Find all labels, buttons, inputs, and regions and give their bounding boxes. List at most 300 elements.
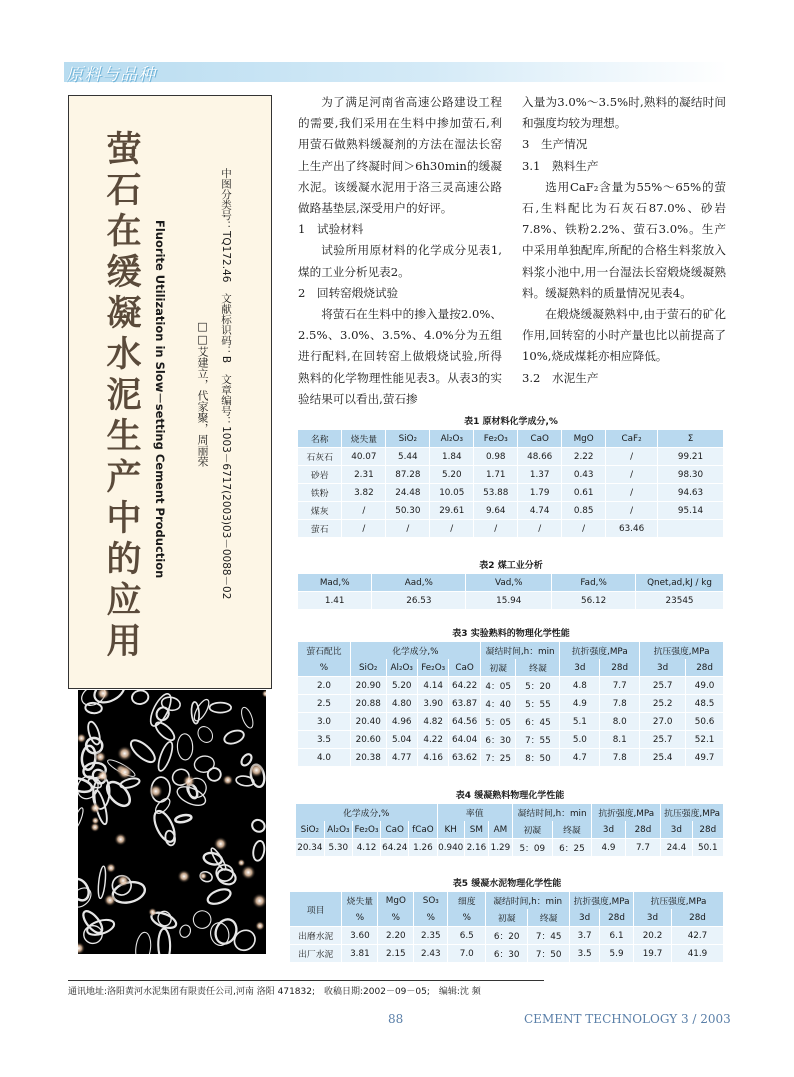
table-cell: 40.07 bbox=[342, 448, 386, 466]
table-cell: 5.9 bbox=[600, 945, 634, 963]
table-cell: 4.9 bbox=[560, 695, 600, 713]
table-cell: 3.60 bbox=[342, 927, 378, 945]
page-number: 88 bbox=[388, 1012, 404, 1026]
table-header-cell: 名称 bbox=[298, 430, 342, 448]
table-header-cell: SiO₂ bbox=[296, 821, 324, 839]
table-cell: 3.90 bbox=[417, 695, 448, 713]
paragraph: 3.1 熟料生产 bbox=[522, 158, 599, 173]
bright-crystal bbox=[262, 690, 266, 698]
table-cell: 25.2 bbox=[640, 695, 686, 713]
table-cell: 99.21 bbox=[658, 448, 724, 466]
table-cell: 出磨水泥 bbox=[290, 927, 342, 945]
table-cell: 4.82 bbox=[417, 713, 448, 731]
table-header-cell: 凝结时间,h：min bbox=[480, 642, 560, 659]
table-cell: 0.61 bbox=[562, 484, 606, 502]
section-header-band bbox=[64, 62, 728, 82]
table-cell: 2.35 bbox=[414, 927, 448, 945]
paragraph: 3 生产情况 bbox=[522, 137, 588, 152]
table-cell: 煤灰 bbox=[298, 502, 342, 520]
table-header-cell: 3d bbox=[640, 659, 686, 677]
grain-boundary bbox=[203, 851, 223, 866]
paragraph: 在煅烧缓凝熟料中,由于萤石的矿化作用,回转窑的小时产量也比以前提高了10%,烧成煤耗亦相应降低。 bbox=[522, 307, 726, 364]
table-cell: 56.12 bbox=[552, 592, 636, 610]
table-header-cell: 28d bbox=[625, 821, 661, 839]
table-header-cell: fCaO bbox=[409, 821, 437, 839]
table-cell: 2.31 bbox=[342, 466, 386, 484]
table-4 bbox=[296, 804, 724, 856]
table-header-cell: CaF₂ bbox=[606, 430, 658, 448]
table-header-cell: % bbox=[448, 909, 486, 927]
table-row bbox=[298, 677, 724, 695]
table-cell: 砂岩 bbox=[298, 466, 342, 484]
table-cell: 4.14 bbox=[417, 677, 448, 695]
bright-crystal bbox=[237, 859, 245, 867]
table-cell: 20.88 bbox=[350, 695, 386, 713]
table-cell: 53.88 bbox=[474, 484, 518, 502]
grain-boundary bbox=[210, 703, 232, 713]
table-header-cell: Al₂O₃ bbox=[324, 821, 352, 839]
table-header-cell: 抗折强度,MPa bbox=[560, 642, 640, 659]
table-cell: 6.5 bbox=[448, 927, 486, 945]
table-cell: 87.28 bbox=[386, 466, 430, 484]
table-cell: 5.0 bbox=[560, 731, 600, 749]
table-cell: 6：45 bbox=[516, 713, 560, 731]
table-cell: 3.5 bbox=[298, 731, 350, 749]
bright-crystal bbox=[241, 865, 256, 880]
bright-crystal bbox=[117, 874, 130, 887]
title-panel bbox=[68, 95, 272, 689]
grain-boundary bbox=[158, 929, 170, 954]
table-cell: 2.16 bbox=[464, 839, 488, 857]
table-header-row bbox=[298, 659, 724, 677]
table-header-cell: 终凝 bbox=[552, 821, 592, 839]
table-cell: 4.7 bbox=[560, 749, 600, 767]
authors: □□艾建立，代家聚，周丽荣 bbox=[196, 320, 209, 467]
table-header-cell: SM bbox=[464, 821, 488, 839]
grain-boundary bbox=[97, 866, 107, 899]
table-header-row bbox=[298, 574, 724, 592]
table-header-cell: 3d bbox=[570, 909, 600, 927]
table-header-cell: Fe₂O₃ bbox=[417, 659, 448, 677]
bright-crystal bbox=[182, 775, 195, 788]
table-cell: 5.20 bbox=[430, 466, 474, 484]
bright-crystal bbox=[199, 872, 207, 880]
table-cell: / bbox=[562, 520, 606, 538]
table-cell: 1.71 bbox=[474, 466, 518, 484]
table-cell: 50.6 bbox=[686, 713, 724, 731]
bright-crystal bbox=[117, 765, 132, 780]
grain-boundary bbox=[85, 702, 102, 714]
table-cell: 6：25 bbox=[552, 839, 592, 857]
table-cell: 3.5 bbox=[570, 945, 600, 963]
bright-crystal bbox=[104, 894, 117, 907]
bright-crystal bbox=[90, 803, 101, 814]
table-header-cell: AM bbox=[488, 821, 512, 839]
table-cell: 48.66 bbox=[518, 448, 562, 466]
table-row bbox=[290, 945, 724, 963]
table-cell: / bbox=[430, 520, 474, 538]
bright-crystal bbox=[78, 733, 87, 743]
table-cell: 98.30 bbox=[658, 466, 724, 484]
table-header-row bbox=[296, 804, 724, 821]
table-header-cell: % bbox=[298, 659, 350, 677]
table-header-cell: 初凝 bbox=[480, 659, 516, 677]
grain-boundary bbox=[127, 737, 158, 766]
table-cell: 25.7 bbox=[640, 677, 686, 695]
table-cell: 64.56 bbox=[449, 713, 480, 731]
table-row bbox=[298, 484, 724, 502]
table-cell: 19.7 bbox=[634, 945, 672, 963]
table-cell: 5.44 bbox=[386, 448, 430, 466]
table-cell: 4.8 bbox=[560, 677, 600, 695]
bright-crystal bbox=[96, 770, 108, 782]
table-header-cell: 28d bbox=[692, 821, 723, 839]
table-cell: 8.1 bbox=[600, 731, 640, 749]
grain-boundary bbox=[175, 814, 192, 824]
table-cell: 8.0 bbox=[600, 713, 640, 731]
bright-crystal bbox=[106, 863, 116, 873]
table-cell: 25.4 bbox=[640, 749, 686, 767]
table-row bbox=[298, 466, 724, 484]
grain-boundary bbox=[78, 807, 85, 831]
grain-boundary bbox=[81, 745, 96, 770]
table-cell: 7.8 bbox=[600, 749, 640, 767]
table-header-cell: 3d bbox=[560, 659, 600, 677]
table-header-cell: % bbox=[342, 909, 378, 927]
table-5 bbox=[290, 892, 724, 962]
grain-boundary bbox=[193, 754, 215, 773]
table-cell: 2.43 bbox=[414, 945, 448, 963]
article-title-en: Fluorite Utilization in Slow－setting Cement Production bbox=[153, 220, 167, 579]
grain-boundary bbox=[250, 818, 266, 835]
grain-boundary bbox=[252, 840, 266, 862]
table-header-row bbox=[298, 430, 724, 448]
grain-boundary bbox=[206, 886, 233, 906]
grain-boundary bbox=[153, 720, 177, 744]
bright-crystal bbox=[177, 870, 191, 884]
table-cell: 3.7 bbox=[570, 927, 600, 945]
table-cell: 7：50 bbox=[528, 945, 570, 963]
table-cell: 5.30 bbox=[324, 839, 352, 857]
grain-boundary bbox=[78, 876, 92, 904]
table-header-cell: % bbox=[414, 909, 448, 927]
table-cell: 24.4 bbox=[661, 839, 692, 857]
table-cell: 7：55 bbox=[516, 731, 560, 749]
bright-crystal bbox=[214, 837, 228, 851]
table-cell: 7：45 bbox=[528, 927, 570, 945]
table-header-cell: MgO bbox=[562, 430, 606, 448]
table-header-cell: 3d bbox=[661, 821, 692, 839]
table-cell: 1.37 bbox=[518, 466, 562, 484]
table-cell: 29.61 bbox=[430, 502, 474, 520]
table-row bbox=[290, 927, 724, 945]
bright-crystal bbox=[222, 775, 233, 786]
table-header-cell: 细度 bbox=[448, 892, 486, 909]
footnote-rule bbox=[68, 980, 544, 981]
table-cell: 20.34 bbox=[296, 839, 324, 857]
table-header-cell: CaO bbox=[381, 821, 409, 839]
table-header-cell: 抗压强度,MPa bbox=[640, 642, 724, 659]
table-1-caption: 表1 原材料化学成分,% bbox=[464, 417, 558, 427]
table-header-cell: 率值 bbox=[437, 804, 512, 821]
table-header-cell: CaO bbox=[518, 430, 562, 448]
table-cell: 出厂水泥 bbox=[290, 945, 342, 963]
paragraph: 试验所用原材料的化学成分见表1,煤的工业分析见表2。 bbox=[298, 243, 502, 279]
table-cell: 15.94 bbox=[466, 592, 552, 610]
table-header-cell: Al₂O₃ bbox=[430, 430, 474, 448]
table-header-cell: 化学成分,% bbox=[350, 642, 480, 659]
table-cell: 6：30 bbox=[480, 731, 516, 749]
table-cell: 4.16 bbox=[417, 749, 448, 767]
table-header-cell: MgO bbox=[378, 892, 414, 909]
table-header-cell: Fe₂O₃ bbox=[474, 430, 518, 448]
table-cell: 42.7 bbox=[671, 927, 723, 945]
table-cell: 0.98 bbox=[474, 448, 518, 466]
paragraph: 3.2 水泥生产 bbox=[522, 370, 599, 385]
table-cell: 5.1 bbox=[560, 713, 600, 731]
table-cell: / bbox=[606, 502, 658, 520]
table-cell: 25.7 bbox=[640, 731, 686, 749]
table-cell: 4.74 bbox=[518, 502, 562, 520]
grain-boundary bbox=[239, 706, 255, 730]
table-cell: 1.79 bbox=[518, 484, 562, 502]
paragraph: 2 回转窑煅烧试验 bbox=[298, 285, 399, 300]
table-header-cell: Mad,% bbox=[298, 574, 372, 592]
table-cell: / bbox=[342, 520, 386, 538]
table-cell: 94.63 bbox=[658, 484, 724, 502]
table-cell: 7.8 bbox=[600, 695, 640, 713]
table-3 bbox=[298, 642, 724, 766]
table-cell: 1.41 bbox=[298, 592, 372, 610]
table-header-cell: SiO₂ bbox=[386, 430, 430, 448]
table-cell: 63.46 bbox=[606, 520, 658, 538]
table-cell: 95.14 bbox=[658, 502, 724, 520]
table-4-caption: 表4 缓凝熟料物理化学性能 bbox=[455, 791, 565, 801]
table-cell: 24.48 bbox=[386, 484, 430, 502]
bright-crystal bbox=[78, 942, 85, 954]
table-cell: 7.7 bbox=[600, 677, 640, 695]
table-cell: 64.24 bbox=[381, 839, 409, 857]
table-cell: 0.43 bbox=[562, 466, 606, 484]
table-header-row bbox=[298, 642, 724, 659]
table-header-cell: 初凝 bbox=[512, 821, 552, 839]
table-cell: 27.0 bbox=[640, 713, 686, 731]
table-cell: / bbox=[606, 466, 658, 484]
paragraph: 为了满足河南省高速公路建设工程的需要,我们采用在生料中掺加萤石,利用萤石做熟料缓凝剂的方法在湿法长窑上生产出了终凝时间＞6h30min的缓凝水泥。该缓凝水泥用于洛三灵高速公路做路基垫层,深受用户的好评。 bbox=[298, 95, 502, 216]
table-row bbox=[298, 448, 724, 466]
table-header-cell: 28d bbox=[600, 909, 634, 927]
table-cell: 1.84 bbox=[430, 448, 474, 466]
table-cell: 5.20 bbox=[386, 677, 417, 695]
table-cell: 3.82 bbox=[342, 484, 386, 502]
table-header-cell: KH bbox=[437, 821, 464, 839]
table-cell: 2.20 bbox=[378, 927, 414, 945]
bright-crystal bbox=[96, 690, 110, 700]
table-header-cell: 初凝 bbox=[486, 909, 528, 927]
table-cell: / bbox=[342, 502, 386, 520]
bright-crystal bbox=[91, 817, 99, 825]
table-cell: 3.81 bbox=[342, 945, 378, 963]
table-cell: 6：30 bbox=[486, 945, 528, 963]
table-2 bbox=[298, 574, 724, 609]
table-cell: 41.9 bbox=[671, 945, 723, 963]
table-header-cell: CaO bbox=[449, 659, 480, 677]
table-header-cell: 烧失量 bbox=[342, 892, 378, 909]
table-cell: 64.04 bbox=[449, 731, 480, 749]
grain-boundary bbox=[207, 767, 222, 782]
bright-crystal bbox=[95, 751, 107, 763]
table-header-cell: Aad,% bbox=[372, 574, 466, 592]
table-header-cell: 3d bbox=[634, 909, 672, 927]
classification-line: 中图分类号：TQ172.46 文献标识码：B 文章编号：1003－6717(2003)03－0088－02 bbox=[220, 168, 232, 600]
table-cell: 20.40 bbox=[350, 713, 386, 731]
table-header-cell: 抗压强度,MPa bbox=[661, 804, 724, 821]
table-cell: 2.5 bbox=[298, 695, 350, 713]
table-cell: 8：50 bbox=[516, 749, 560, 767]
table-cell: 50.30 bbox=[386, 502, 430, 520]
bright-crystal bbox=[149, 784, 163, 798]
table-header-cell: 28d bbox=[686, 659, 724, 677]
table-cell: 20.90 bbox=[350, 677, 386, 695]
table-cell: / bbox=[474, 520, 518, 538]
section-header: 原料与品种 bbox=[66, 65, 156, 85]
grain-boundary bbox=[190, 908, 214, 932]
table-cell: 63.62 bbox=[449, 749, 480, 767]
table-cell: 4：05 bbox=[480, 677, 516, 695]
journal-name: CEMENT TECHNOLOGY 3 / 2003 bbox=[524, 1012, 731, 1026]
grain-boundary bbox=[215, 867, 238, 887]
table-header-cell: Vad,% bbox=[466, 574, 552, 592]
table-header-cell: 终凝 bbox=[516, 659, 560, 677]
table-cell: 7.0 bbox=[448, 945, 486, 963]
table-cell: 3.0 bbox=[298, 713, 350, 731]
paragraph: 1 试验材料 bbox=[298, 222, 364, 237]
table-cell: 4.77 bbox=[386, 749, 417, 767]
grain-boundary bbox=[231, 926, 259, 954]
micrograph-image bbox=[78, 690, 266, 954]
table-header-cell: 抗折强度,MPa bbox=[592, 804, 661, 821]
table-cell: 4.22 bbox=[417, 731, 448, 749]
table-cell: 5：55 bbox=[516, 695, 560, 713]
table-cell: 1.26 bbox=[409, 839, 437, 857]
table-row bbox=[298, 731, 724, 749]
table-header-cell: 凝结时间,h：min bbox=[486, 892, 570, 909]
table-header-cell: Fad,% bbox=[552, 574, 636, 592]
table-header-row bbox=[296, 821, 724, 839]
table-cell: / bbox=[606, 448, 658, 466]
table-cell: / bbox=[386, 520, 430, 538]
table-cell: 20.60 bbox=[350, 731, 386, 749]
table-cell bbox=[658, 520, 724, 538]
table-cell: 2.15 bbox=[378, 945, 414, 963]
table-cell: 1.29 bbox=[488, 839, 512, 857]
table-row bbox=[296, 839, 724, 857]
table-cell: 4.9 bbox=[592, 839, 625, 857]
table-header-cell: Al₂O₃ bbox=[386, 659, 417, 677]
bright-crystal bbox=[114, 833, 127, 846]
bright-crystal bbox=[249, 763, 264, 778]
text-column-right bbox=[522, 92, 726, 389]
table-cell: 20.2 bbox=[634, 927, 672, 945]
table-cell: 4.0 bbox=[298, 749, 350, 767]
table-row bbox=[298, 592, 724, 610]
table-header-cell: 抗压强度,MPa bbox=[634, 892, 724, 909]
table-header-cell: 化学成分,% bbox=[296, 804, 437, 821]
table-cell: 4：40 bbox=[480, 695, 516, 713]
table-cell: / bbox=[518, 520, 562, 538]
table-cell: / bbox=[606, 484, 658, 502]
table-row bbox=[298, 695, 724, 713]
table-header-cell: 萤石配比 bbox=[298, 642, 350, 659]
table-header-cell: 抗折强度,MPa bbox=[570, 892, 634, 909]
table-cell: 5.04 bbox=[386, 731, 417, 749]
table-header-row bbox=[290, 892, 724, 909]
table-cell: 26.53 bbox=[372, 592, 466, 610]
grain-boundary bbox=[134, 931, 152, 954]
table-cell: 49.0 bbox=[686, 677, 724, 695]
table-5-caption: 表5 缓凝水泥物理化学性能 bbox=[452, 879, 562, 889]
table-cell: 铁粉 bbox=[298, 484, 342, 502]
table-cell: 石灰石 bbox=[298, 448, 342, 466]
grain-boundary bbox=[223, 728, 246, 746]
table-1 bbox=[298, 430, 724, 537]
text-column-left bbox=[298, 92, 502, 410]
table-cell: 10.05 bbox=[430, 484, 474, 502]
paragraph: 选用CaF₂含量为55%～65%的萤石,生料配比为石灰石87.0%、砂岩7.8%、铁粉2.2%、萤石3.0%。生产中采用单独配库,所配的合格生料浆放入料浆小池中,用一台湿法长窑煅烧缓凝熟料。缓凝熟料的质量情况见表4。 bbox=[522, 179, 726, 300]
table-cell: 5：09 bbox=[512, 839, 552, 857]
grain-boundary bbox=[150, 808, 178, 845]
table-2-caption: 表2 煤工业分析 bbox=[479, 561, 543, 571]
table-3-caption: 表3 实验熟料的物理化学性能 bbox=[452, 629, 570, 639]
bright-crystal bbox=[255, 921, 265, 931]
table-row bbox=[298, 502, 724, 520]
table-cell: 64.22 bbox=[449, 677, 480, 695]
table-row bbox=[298, 749, 724, 767]
table-cell: 7：25 bbox=[480, 749, 516, 767]
table-cell: 2.0 bbox=[298, 677, 350, 695]
table-header-cell: Qnet,ad,kJ / kg bbox=[636, 574, 724, 592]
table-cell: 萤石 bbox=[298, 520, 342, 538]
table-header-cell: 28d bbox=[600, 659, 640, 677]
table-cell: 4.12 bbox=[352, 839, 380, 857]
table-cell: 7.7 bbox=[625, 839, 661, 857]
table-cell: 20.38 bbox=[350, 749, 386, 767]
table-header-cell: SiO₂ bbox=[350, 659, 386, 677]
table-header-cell: Fe₂O₃ bbox=[352, 821, 380, 839]
table-header-cell: % bbox=[378, 909, 414, 927]
table-cell: 52.1 bbox=[686, 731, 724, 749]
table-cell: 48.5 bbox=[686, 695, 724, 713]
table-header-cell: 烧失量 bbox=[342, 430, 386, 448]
table-cell: 50.1 bbox=[692, 839, 723, 857]
bright-crystal bbox=[252, 893, 266, 908]
table-cell: 0.940 bbox=[437, 839, 464, 857]
table-cell: 4.96 bbox=[386, 713, 417, 731]
grain-boundary bbox=[156, 740, 176, 772]
table-cell: 4.80 bbox=[386, 695, 417, 713]
bright-crystal bbox=[148, 908, 157, 917]
table-row bbox=[298, 520, 724, 538]
table-cell: 23545 bbox=[636, 592, 724, 610]
table-header-cell: 项目 bbox=[290, 892, 342, 927]
table-cell: 63.87 bbox=[449, 695, 480, 713]
paragraph: 入量为3.0%～3.5%时,熟料的凝结时间和强度均较为理想。 bbox=[522, 95, 726, 131]
article-title-cn: 萤石在缓凝水泥生产中的应用 bbox=[106, 130, 142, 662]
table-cell: 2.22 bbox=[562, 448, 606, 466]
table-header-row bbox=[290, 909, 724, 927]
table-row bbox=[298, 713, 724, 731]
grain-boundary bbox=[177, 734, 193, 761]
